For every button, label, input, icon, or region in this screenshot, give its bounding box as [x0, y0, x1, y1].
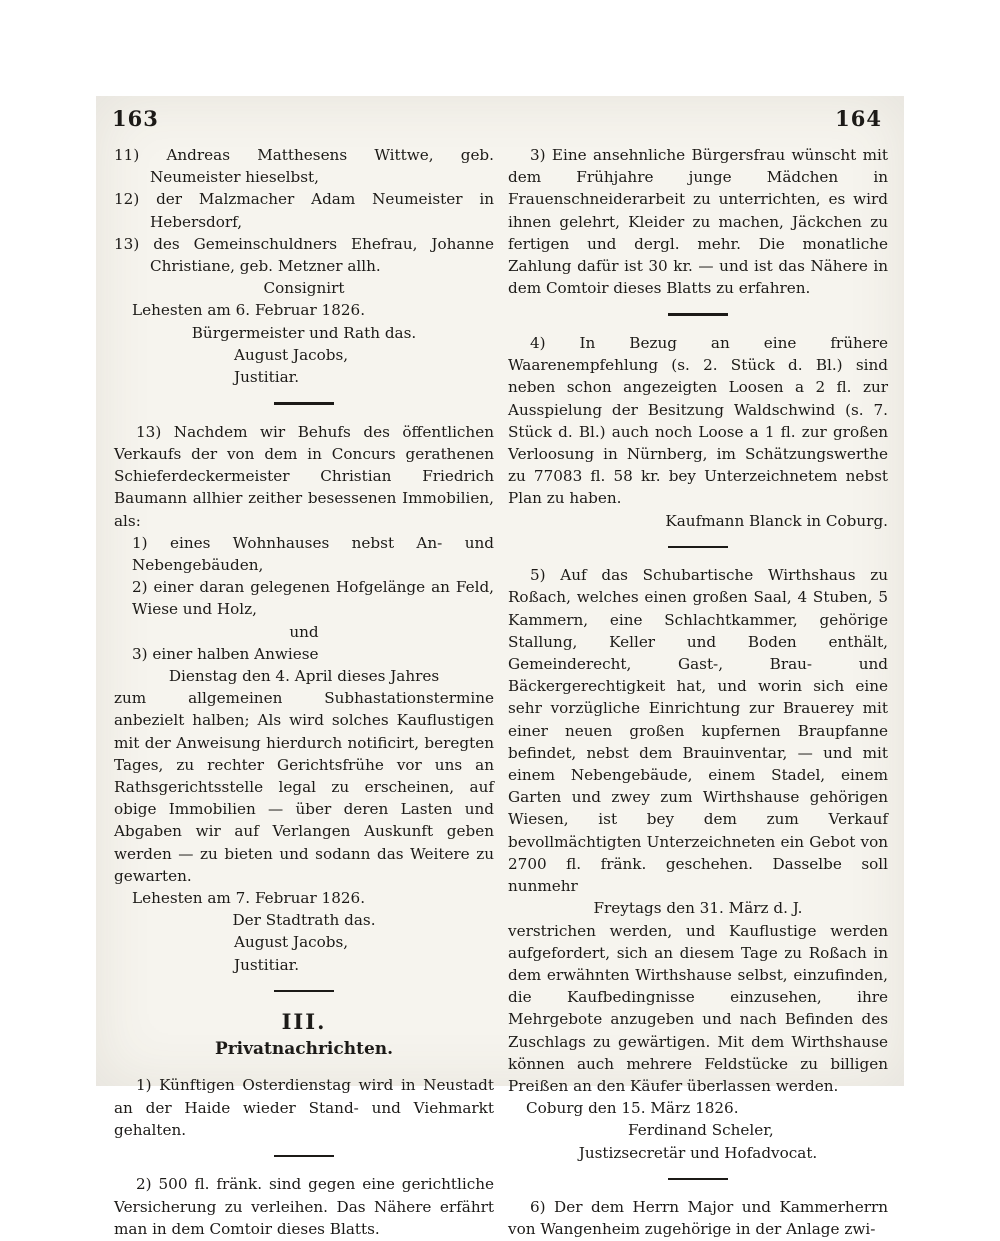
signatory-name: August Jacobs,: [234, 933, 349, 952]
signatory-name: Ferdinand Scheler,: [628, 1121, 774, 1140]
creditor-list-item: 13) des Gemeinschuldners Ehefrau, Johanne Christiane, geb. Metzner allh.: [114, 234, 494, 276]
property-item: 3) einer halben Anwiese: [132, 644, 319, 663]
property-item: 1) eines Wohnhauses nebst An- und Nebengebäuden,: [132, 533, 494, 574]
section-divider: [668, 1178, 728, 1181]
property-item: 2) einer daran gelegenen Hofgelänge an Feld, Wiese und Holz,: [132, 578, 494, 619]
page-number-left: 163: [112, 106, 159, 131]
notice-signature: Kaufmann Blanck in Coburg.: [665, 511, 888, 530]
private-notice-body: verstrichen werden, und Kauflustige werden aufgefordert, sich an diesem Tage zu Roßach in dem erwähnten Wirthshause selbst, einzufinden, die Kaufbedingnisse einzusehen, ihre Mehrgebote anzugeben und nach Befinden des Zuschlags zu gewärtigen. Mit dem Wirthshause können auch mehrere Feldstücke zu billigen Preißen an den Käufer überlassen werden.: [508, 921, 888, 1095]
signatory-title: Justitiar.: [234, 368, 300, 387]
notice-authority: Der Stadtrath das.: [232, 911, 376, 930]
right-column: [508, 144, 888, 1241]
signatory-title: Justizsecretär und Hofadvocat.: [578, 1143, 818, 1162]
left-column: [114, 144, 494, 1240]
auction-date: Freytags den 31. März d. J.: [593, 899, 803, 918]
notice-date: Coburg den 15. März 1826.: [526, 1099, 739, 1118]
creditor-list-item: 12) der Malzmacher Adam Neumeister in Hebersdorf,: [114, 190, 494, 231]
conjunction-und: und: [289, 622, 319, 641]
notice-date: Lehesten am 7. Februar 1826.: [132, 889, 366, 907]
auction-notice-body: zum allgemeinen Subhastationstermine anbezielt halben; Als wird solches Kauflustigen mit der Anweisung hierdurch notificirt, beregten Tages, zu rechter Gerichtsfrühe vor uns an Rathsgerichtsstelle legal zu erscheinen, auf obige Immobilien — über deren Lasten und Abgaben wir auf Verlangen Auskunft geben werden — zu bieten und sodann das Weitere zu gewarten.: [114, 689, 494, 885]
private-notice: 3) Eine ansehnliche Bürgersfrau wünscht mit dem Frühjahre junge Mädchen in Frauenschneiderarbeit zu unterrichten, es wird ihnen gelehrt, Kleider zu machen, Jäckchen zu fertigen und dergl. mehr. Die monatliche Zahlung dafür ist 30 kr. — und ist das Nähere in dem Comtoir dieses Blatts zu erfahren.: [508, 146, 888, 298]
section-divider: [274, 1155, 334, 1158]
section-divider: [274, 402, 334, 405]
section-divider: [668, 546, 728, 549]
section-divider: [274, 990, 334, 993]
auction-date: Dienstag den 4. April dieses Jahres: [168, 666, 440, 685]
notice-authority: Bürgermeister und Rath das.: [191, 323, 417, 342]
private-notice: 5) Auf das Schubartische Wirthshaus zu Roßach, welches einen großen Saal, 4 Stuben, 5 Kammern, eine Schlachtkammer, gehörige Stallung, Keller und Boden enthält, Gemeinderecht, Gast-, Brau- und Bäckergerechtigkeit hat, und worin sich eine sehr vorzügliche Einrichtung zur Brauerey mit einer neuen großen kupfernen Braupfanne befindet, nebst dem Brauinventar, — und mit einem Nebengebäude, einem Stadel, einem Garten und zwey zum Wirthshause gehörigen Wiesen, ist bey dem zum Verkauf bevollmächtigten Unterzeichneten ein Gebot von 2700 fl. fränk. geschehen. Dasselbe soll nunmehr: [508, 566, 888, 896]
private-notice: 2) 500 fl. fränk. sind gegen eine gerichtliche Versicherung zu verleihen. Das Nähere erfährt man in dem Comtoir dieses Blatts.: [114, 1175, 494, 1238]
section-divider: [668, 313, 728, 316]
private-notice: 4) In Bezug an eine frühere Waarenempfehlung (s. 2. Stück d. Bl.) sind neben schon angezeigten Loosen a 2 fl. zur Ausspielung der Besitzung Waldschwind (s. 7. Stück d. Bl.) auch noch Loose a 1 fl. zur großen Verloosung in Nürnberg, im Schätzungswerthe zu 77083 fl. 58 kr. bey Unterzeichnetem nebst Plan zu haben.: [508, 333, 888, 508]
auction-notice-intro: 13) Nachdem wir Behufs des öffentlichen Verkaufs der von dem in Concurs gerathenen Schieferdeckermeister Christian Friedrich Baumann allhier zeither besessenen Immobilien, als:: [114, 422, 494, 530]
notice-date: Lehesten am 6. Februar 1826.: [132, 301, 366, 320]
signatory-name: August Jacobs,: [234, 345, 349, 364]
consignirt-label: Consignirt: [263, 279, 345, 298]
private-notice: 1) Künftigen Osterdienstag wird in Neustadt an der Haide wieder Stand- und Viehmarkt gehalten.: [114, 1076, 494, 1139]
private-notice: 6) Der dem Herrn Major und Kammerherrn von Wangenheim zugehörige in der Anlage zwi-: [508, 1198, 888, 1239]
section-number: III.: [281, 1009, 327, 1035]
signatory-title: Justitiar.: [234, 955, 300, 974]
page-number-right: 164: [835, 106, 882, 131]
section-title: Privatnachrichten.: [214, 1039, 394, 1060]
creditor-list-item: 11) Andreas Matthesens Wittwe, geb. Neumeister hieselbst,: [114, 146, 494, 187]
